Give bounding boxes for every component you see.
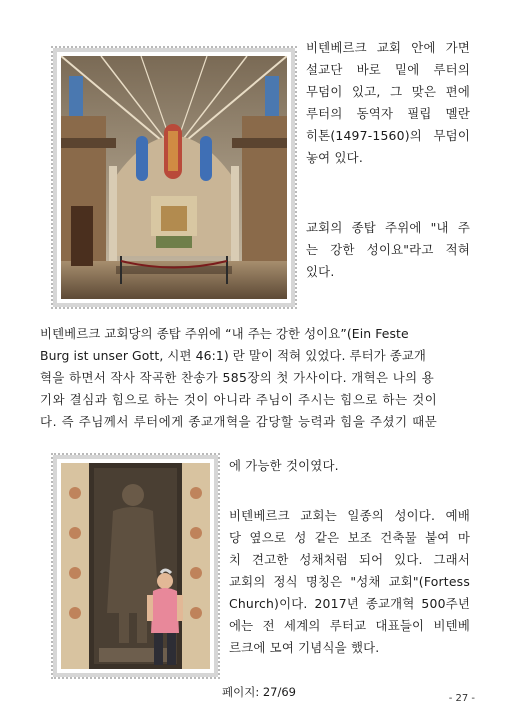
text-line: Church)이다. 2017년 종교개혁 500주년 (229, 596, 470, 611)
page-indicator: 페이지: 27/69 (222, 685, 296, 699)
tomb-relief-image (61, 463, 210, 669)
text-line: 치 견고한 성채처럼 되어 있다. 그래서 (229, 552, 470, 567)
text-line: 설교단 바로 밑에 루터의 (306, 62, 470, 77)
church-interior-image (61, 56, 287, 299)
text-line: 교회의 종탑 주위에 "내 주 (306, 220, 470, 235)
text-line: 무덤이 있고, 그 맞은 편에 (306, 84, 470, 99)
text-line: 다. 즉 주님께서 루터에게 종교개혁을 감당할 능력과 힘을 주셨기 때문 (40, 414, 438, 429)
text-line: 는 강한 성이요"라고 적혀 (306, 242, 470, 257)
page-number: - 27 - (448, 693, 475, 704)
text-line: 에 가능한 것이였다. (229, 458, 339, 473)
paragraph-hymn (40, 323, 472, 433)
text-line: 비텐베르크 교회 안에 가면 (306, 40, 470, 55)
tomb-relief-photo-frame (51, 453, 220, 679)
paragraph-castle-church (229, 505, 470, 659)
text-line: 히톤(1497-1560)의 무덤이 (306, 128, 470, 143)
text-line: 놓여 있다. (306, 150, 363, 165)
text-line: 비텐베르크 교회당의 종탑 주위에 “내 주는 강한 성이요”(Ein Feste (40, 326, 409, 341)
church-interior-photo (61, 56, 287, 299)
text-line: 당 옆으로 성 같은 보조 건축물 붙여 마 (229, 530, 470, 545)
tomb-relief-photo (61, 463, 210, 669)
text-line: 에는 전 세계의 루터교 대표들이 비텐베 (229, 618, 470, 633)
text-line: 교회의 정식 명칭은 "성채 교회"(Fortess (229, 574, 470, 589)
church-interior-photo-frame (51, 46, 297, 309)
paragraph-hymn-tail (229, 455, 469, 477)
text-line: 르크에 모여 기념식을 했다. (229, 640, 380, 655)
paragraph-bell-tower (306, 217, 470, 283)
text-line: 루터의 동역자 필립 멜란 (306, 106, 470, 121)
paragraph-luther-tomb (306, 37, 470, 169)
text-line: Burg ist unser Gott, 시편 46:1) 란 말이 적혀 있었다. 루터가 종교개 (40, 348, 426, 363)
text-line: 혁을 하면서 작사 작곡한 찬송가 585장의 첫 가사이다. 개혁은 나의 용 (40, 370, 435, 385)
text-line: 기와 결심과 힘으로 하는 것이 아니라 주님이 주시는 힘으로 하는 것이 (40, 392, 438, 407)
text-line: 있다. (306, 264, 335, 279)
text-line: 비텐베르크 교회는 일종의 성이다. 예배 (229, 508, 470, 523)
